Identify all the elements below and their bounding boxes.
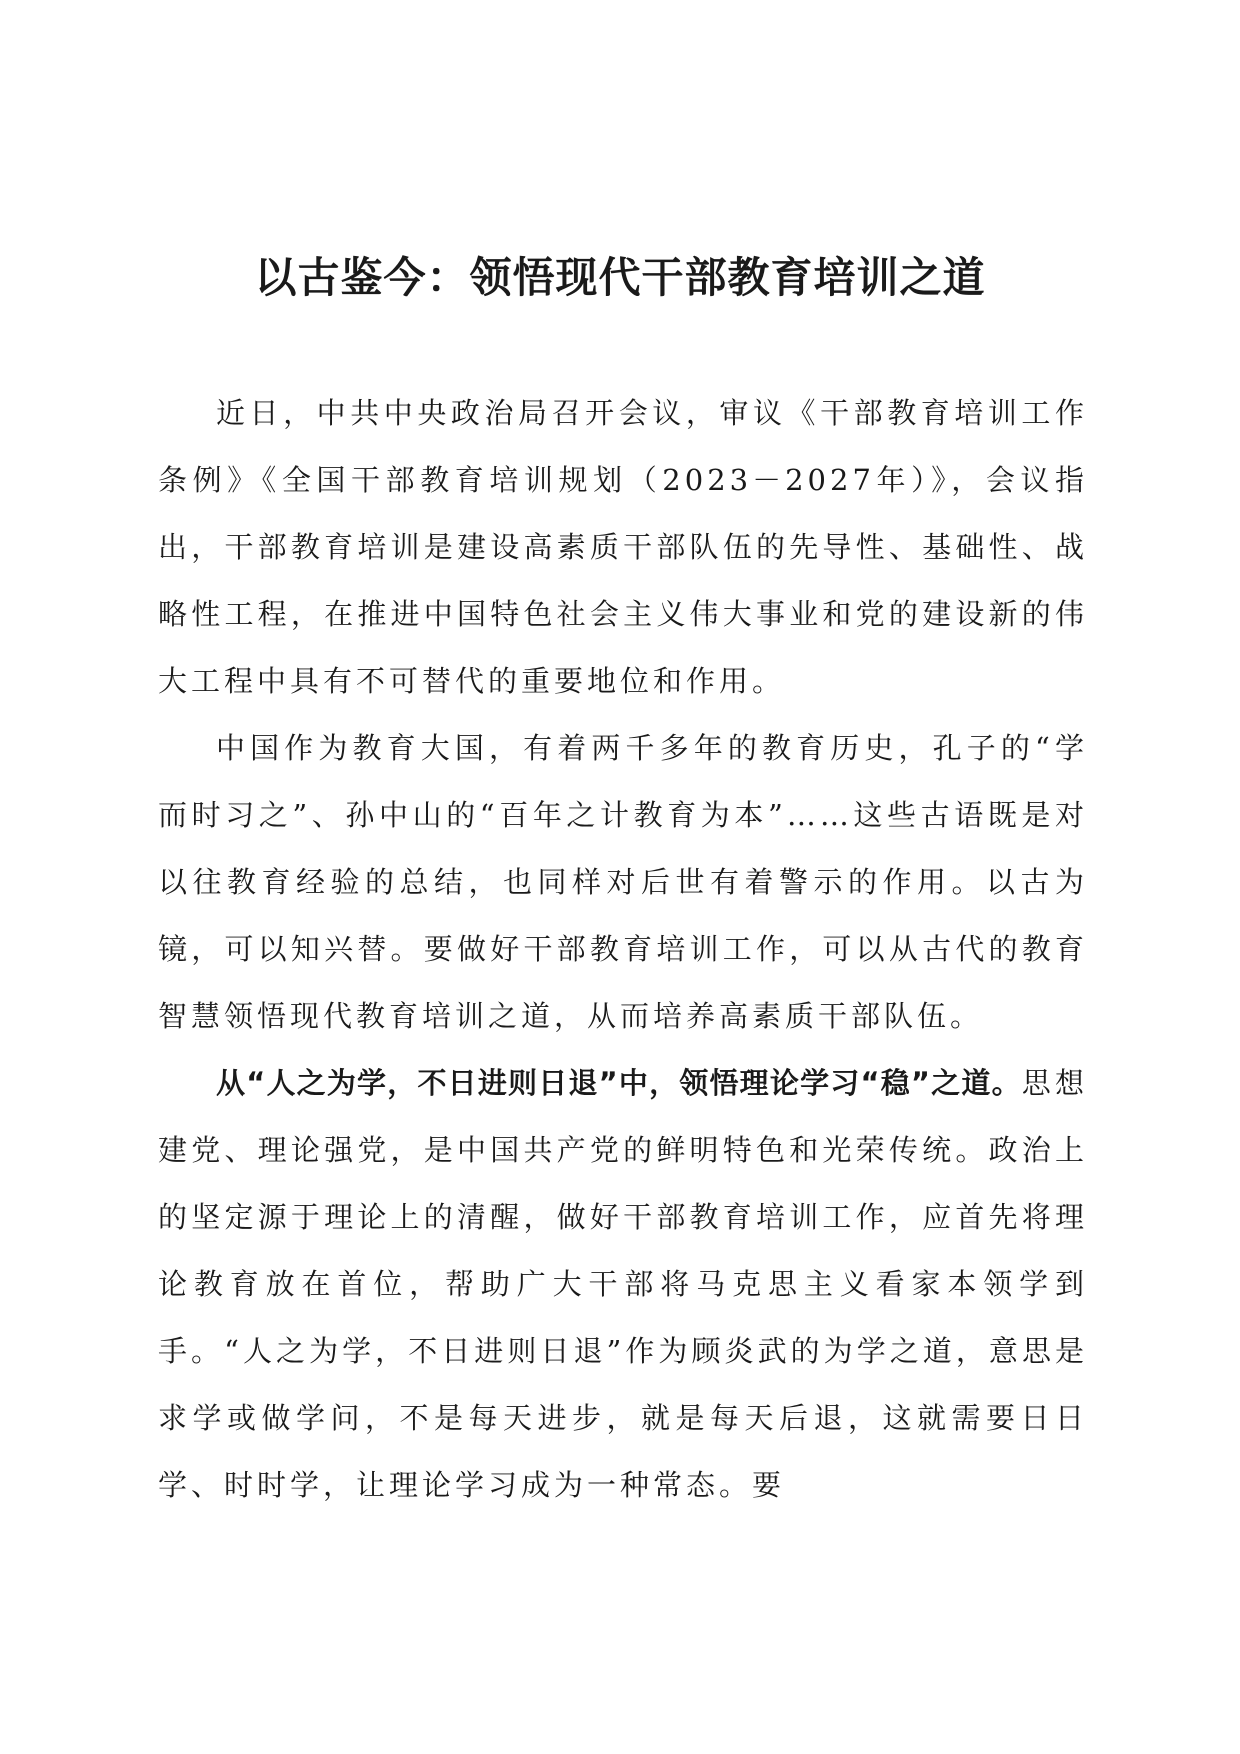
paragraph-2-text: 中国作为教育大国，有着两千多年的教育历史，孔子的“学而时习之”、孙中山的“百年之计教育为本”……这些古语既是对以往教育经验的总结，也同样对后世有着警示的作用。以古为镜，可以知兴替。要做好干部教育培训工作，可以从古代的教育智慧领悟现代教育培训之道，从而培养高素质干部队伍。 — [158, 731, 1088, 1033]
paragraph-3-text: 思想建党、理论强党，是中国共产党的鲜明特色和光荣传统。政治上的坚定源于理论上的清醒，做好干部教育培训工作，应首先将理论教育放在首位，帮助广大干部将马克思主义看家本领学到手。“人之为学，不日进则日退”作为顾炎武的为学之道，意思是求学或做学问，不是每天进步，就是每天后退，这就需要日日学、时时学，让理论学习成为一种常态。要 — [158, 1066, 1088, 1502]
document-body — [158, 380, 1088, 1519]
paragraph-1 — [158, 380, 1088, 715]
paragraph-1-text: 近日，中共中央政治局召开会议，审议《干部教育培训工作条例》《全国干部教育培训规划（2023－2027年）》，会议指出，干部教育培训是建设高素质干部队伍的先导性、基础性、战略性工程，在推进中国特色社会主义伟大事业和党的建设新的伟大工程中具有不可替代的重要地位和作用。 — [158, 396, 1088, 698]
paragraph-2 — [158, 715, 1088, 1050]
document-title: 以古鉴今：领悟现代干部教育培训之道 — [254, 253, 986, 302]
paragraph-3-heading: 从“人之为学，不日进则日退”中，领悟理论学习“稳”之道。 — [216, 1066, 1022, 1100]
paragraph-3 — [158, 1050, 1088, 1519]
